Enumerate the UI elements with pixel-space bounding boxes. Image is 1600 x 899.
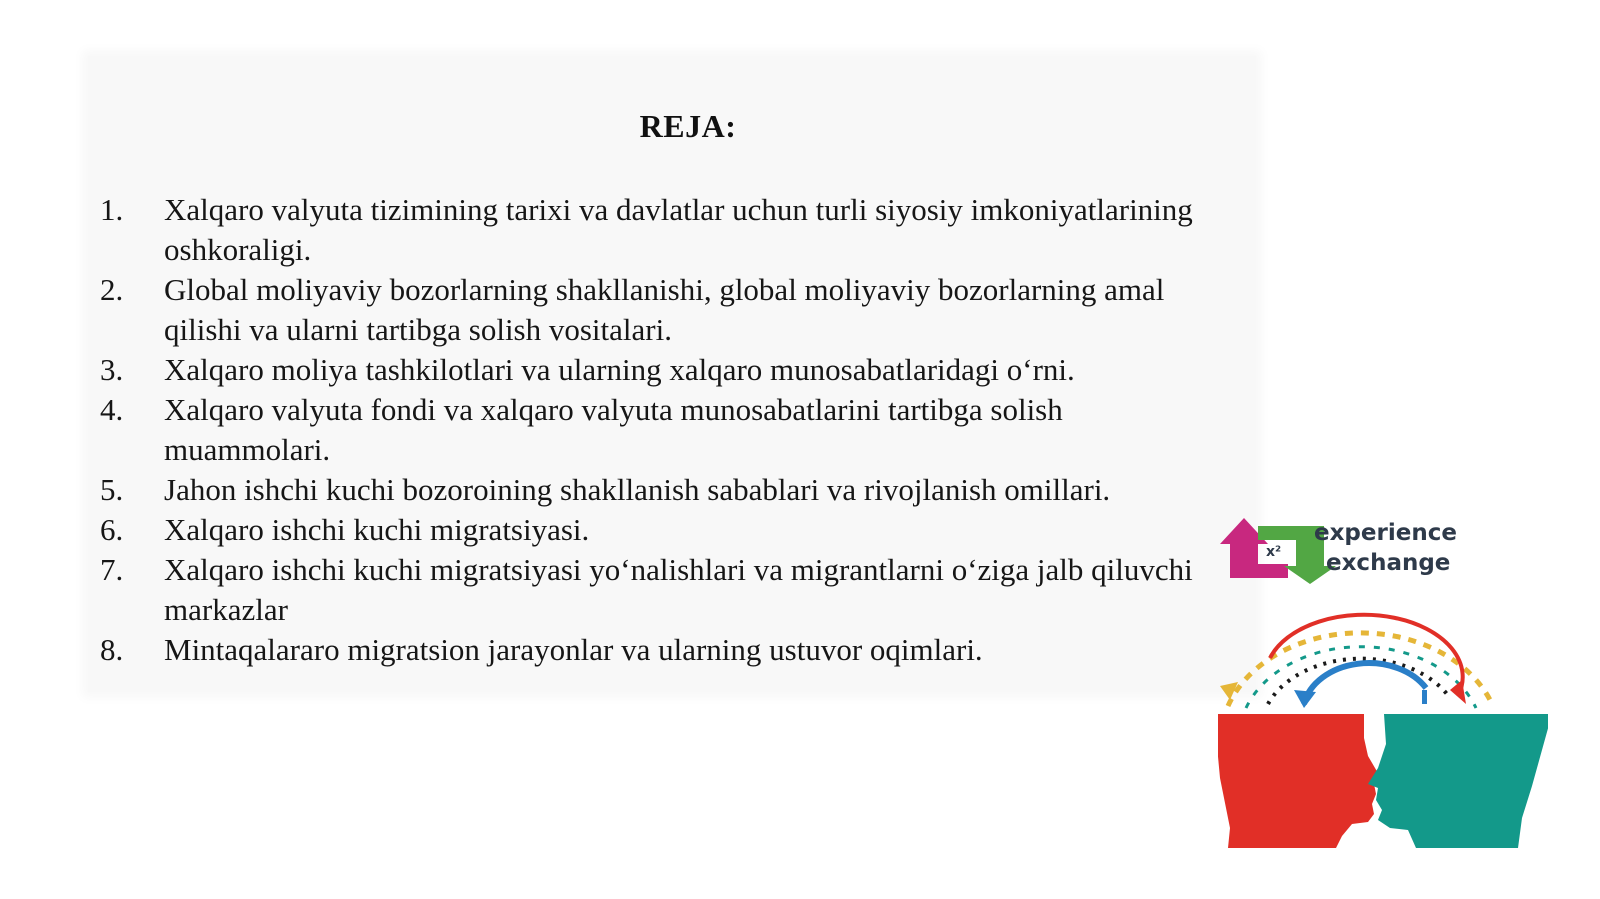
logo-word-top: experience	[1314, 520, 1457, 546]
list-item-text: Mintaqalararo migratsion jarayonlar va ularning ustuvor oqimlari.	[164, 632, 983, 667]
list-item-number: 6.	[100, 512, 124, 547]
experience-exchange-logo	[1218, 518, 1548, 874]
list-item	[100, 190, 1220, 270]
list-item-text: Xalqaro valyuta tizimining tarixi va davlatlar uchun turli siyosiy imkoniyatlarining oshkoraligi.	[164, 192, 1193, 267]
blue-arc	[1304, 663, 1426, 704]
list-item	[100, 630, 1220, 670]
plan-list	[100, 190, 1220, 670]
teal-head-icon	[1368, 714, 1548, 848]
list-item-text: Jahon ishchi kuchi bozoroining shakllanish sabablari va rivojlanish omillari.	[164, 472, 1111, 507]
list-item-number: 3.	[100, 352, 124, 387]
list-item-text: Xalqaro ishchi kuchi migratsiyasi yo‘nalishlari va migrantlarni o‘ziga jalb qiluvchi markazlar	[164, 552, 1193, 627]
list-item	[100, 510, 1220, 550]
outer-dotted-arc	[1228, 633, 1493, 706]
list-item-text: Xalqaro moliya tashkilotlari va ularning xalqaro munosabatlaridagi o‘rni.	[164, 352, 1075, 387]
list-item-text: Xalqaro ishchi kuchi migratsiyasi.	[164, 512, 590, 547]
list-item	[100, 550, 1220, 630]
teal-dotted-arc	[1246, 647, 1476, 708]
red-arc	[1270, 615, 1463, 696]
list-item	[100, 390, 1220, 470]
list-item-text: Global moliyaviy bozorlarning shakllanishi, global moliyaviy bozorlarning amal qilishi va ularni tartibga solish vositalari.	[164, 272, 1165, 347]
logo-word-bottom: exchange	[1326, 550, 1451, 576]
blue-arrow-head-icon	[1294, 690, 1316, 708]
list-item	[100, 470, 1220, 510]
list-item-number: 5.	[100, 472, 124, 507]
list-item-number: 1.	[100, 192, 124, 227]
list-item	[100, 350, 1220, 390]
slide-title: REJA:	[639, 108, 737, 144]
blue-tick	[1422, 690, 1427, 704]
list-item	[100, 270, 1220, 350]
list-item-number: 2.	[100, 272, 124, 307]
list-item-text: Xalqaro valyuta fondi va xalqaro valyuta munosabatlarini tartibga solish muammolari.	[164, 392, 1063, 467]
red-head-icon	[1218, 714, 1382, 848]
list-item-number: 7.	[100, 552, 124, 587]
logo-badge: x²	[1266, 544, 1282, 560]
list-item-number: 4.	[100, 392, 124, 427]
list-item-number: 8.	[100, 632, 124, 667]
